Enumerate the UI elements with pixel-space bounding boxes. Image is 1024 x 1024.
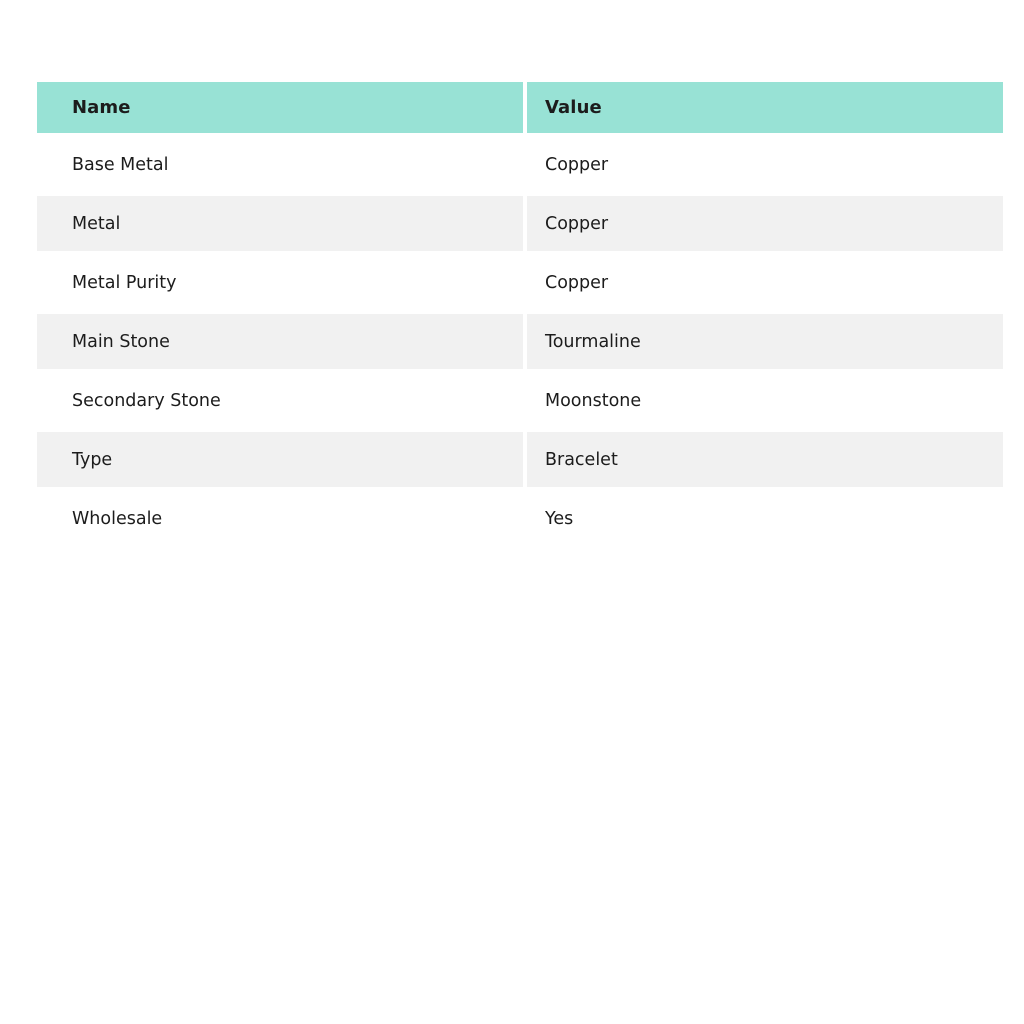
attribute-value-label: Copper (545, 154, 609, 175)
attribute-value-cell (527, 196, 1003, 251)
attribute-name-label: Secondary Stone (72, 390, 221, 411)
table-row (37, 314, 1003, 369)
attribute-name-cell (37, 491, 523, 546)
attribute-name-label: Type (72, 449, 113, 470)
attribute-name-label: Main Stone (72, 331, 170, 352)
attribute-name-cell (37, 314, 523, 369)
attribute-value-label: Copper (545, 272, 609, 293)
attribute-name-cell (37, 255, 523, 310)
column-header-name (37, 82, 523, 133)
attribute-value-cell (527, 137, 1003, 192)
table-body (37, 137, 1003, 546)
attribute-name-label: Metal Purity (72, 272, 177, 293)
attribute-value-cell (527, 255, 1003, 310)
table-row (37, 432, 1003, 487)
attribute-name-label: Metal (72, 213, 121, 234)
attribute-value-label: Yes (545, 508, 574, 529)
attribute-name-cell (37, 137, 523, 192)
attribute-name-label: Wholesale (72, 508, 163, 529)
attribute-value-label: Bracelet (545, 449, 618, 470)
table-row (37, 491, 1003, 546)
attribute-value-cell (527, 314, 1003, 369)
column-header-name-label: Name (72, 97, 131, 118)
attribute-value-cell (527, 491, 1003, 546)
table-row (37, 137, 1003, 192)
attribute-name-label: Base Metal (72, 154, 169, 175)
table-row (37, 255, 1003, 310)
attribute-name-cell (37, 196, 523, 251)
attribute-value-cell (527, 432, 1003, 487)
product-spec-table (37, 82, 1003, 550)
attribute-value-cell (527, 373, 1003, 428)
table-row (37, 373, 1003, 428)
column-header-value (527, 82, 1003, 133)
table-row (37, 196, 1003, 251)
attribute-name-cell (37, 373, 523, 428)
attribute-name-cell (37, 432, 523, 487)
attribute-value-label: Copper (545, 213, 609, 234)
table-header-row (37, 82, 1003, 133)
attribute-value-label: Tourmaline (545, 331, 641, 352)
attribute-value-label: Moonstone (545, 390, 642, 411)
column-header-value-label: Value (545, 97, 602, 118)
